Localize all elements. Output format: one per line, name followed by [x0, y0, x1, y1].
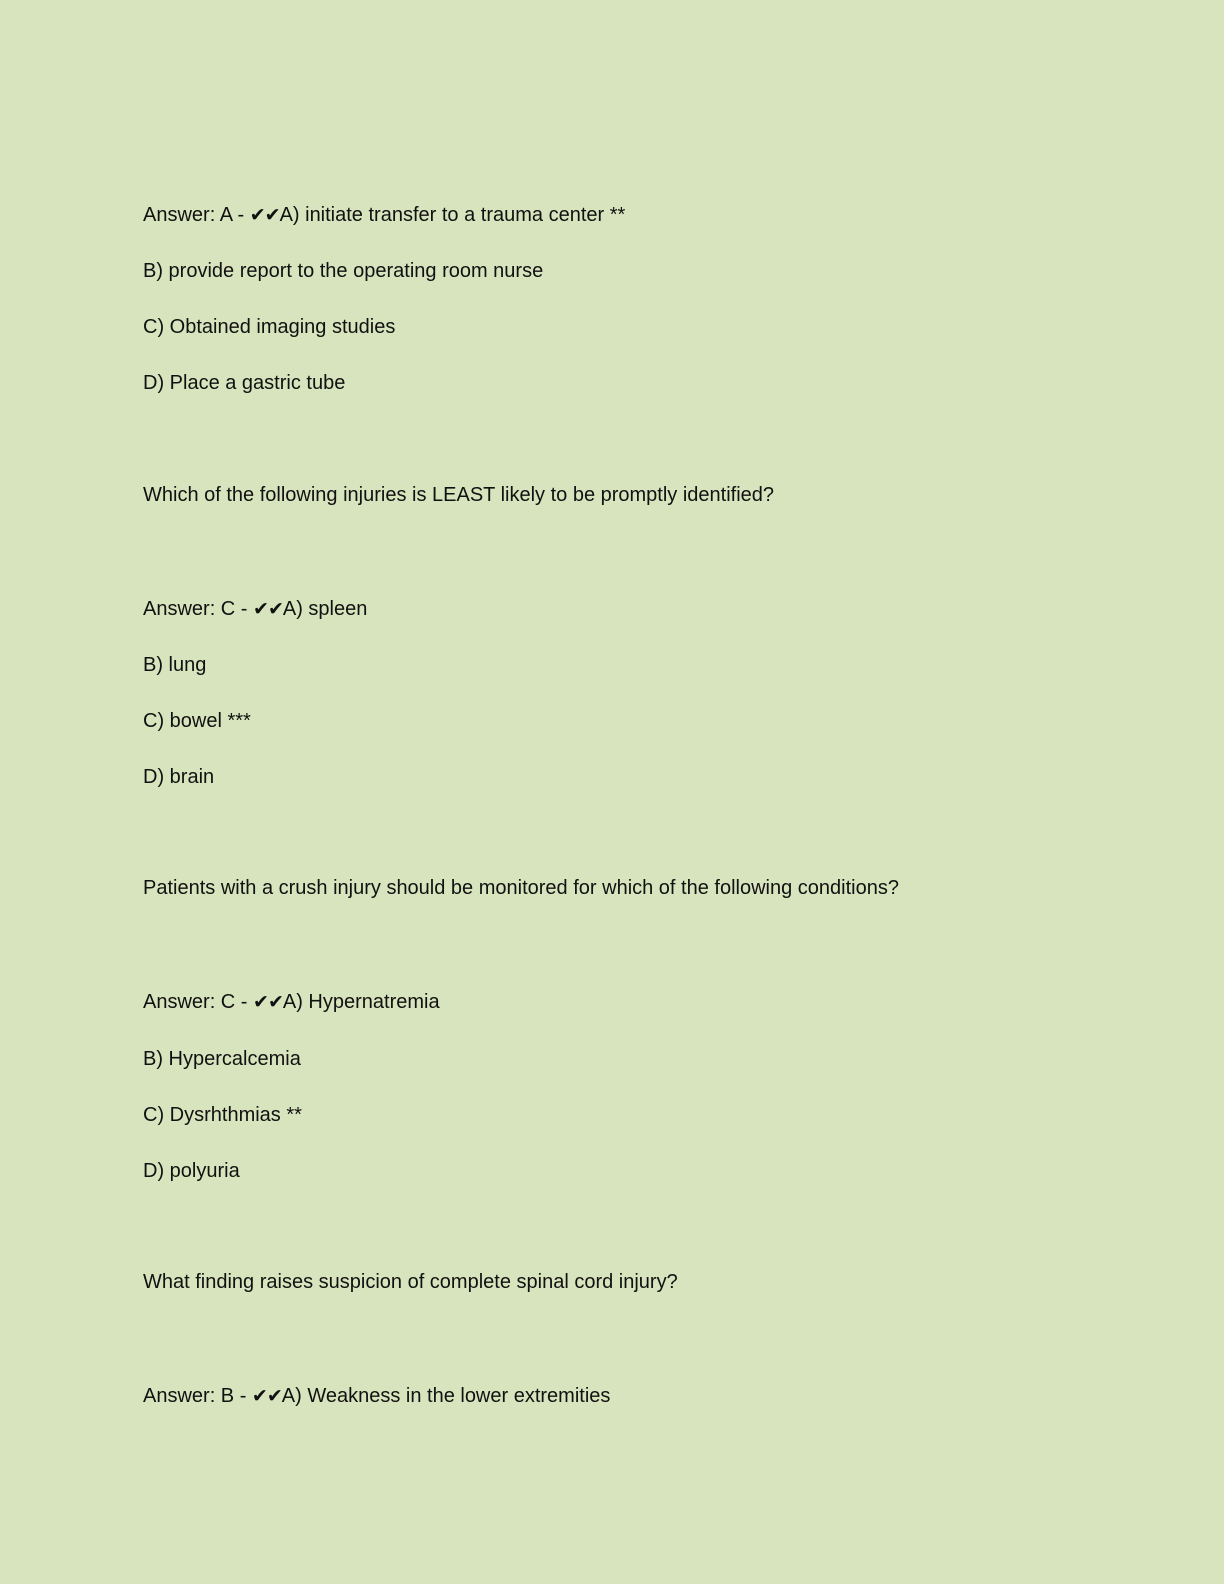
check-icon: ✔✔ [253, 991, 283, 1013]
option-b: B) Hypercalcemia [143, 1048, 301, 1070]
answer-line [143, 1384, 610, 1408]
question-text: Which of the following injuries is LEAST likely to be promptly identified? [143, 484, 775, 506]
option-a: A) spleen [282, 598, 368, 620]
option-c: C) Dysrhthmias ** [143, 1104, 302, 1126]
question-text: Patients with a crush injury should be monitored for which of the following conditions? [143, 877, 899, 899]
option-d: D) Place a gastric tube [143, 372, 346, 394]
option-b: B) lung [143, 654, 207, 676]
answer-prefix: Answer: A - [143, 204, 250, 226]
answer-prefix: Answer: B - [143, 1385, 252, 1407]
answer-line [143, 203, 625, 227]
option-a: A) Weakness in the lower extremities [281, 1385, 611, 1407]
option-c: C) Obtained imaging studies [143, 316, 396, 338]
question-text: What finding raises suspicion of complete spinal cord injury? [143, 1271, 678, 1293]
option-d: D) polyuria [143, 1160, 240, 1182]
option-a: A) initiate transfer to a trauma center ** [279, 204, 626, 226]
answer-prefix: Answer: C - [143, 598, 254, 620]
answer-prefix: Answer: C - [143, 991, 254, 1013]
check-icon: ✔✔ [253, 598, 283, 620]
answer-line [143, 990, 440, 1014]
option-a: A) Hypernatremia [282, 991, 440, 1013]
option-b: B) provide report to the operating room nurse [143, 260, 544, 282]
option-d: D) brain [143, 766, 215, 788]
check-icon: ✔✔ [249, 204, 280, 226]
check-icon: ✔✔ [251, 1385, 282, 1407]
option-c: C) bowel *** [143, 710, 251, 732]
answer-line [143, 597, 367, 621]
